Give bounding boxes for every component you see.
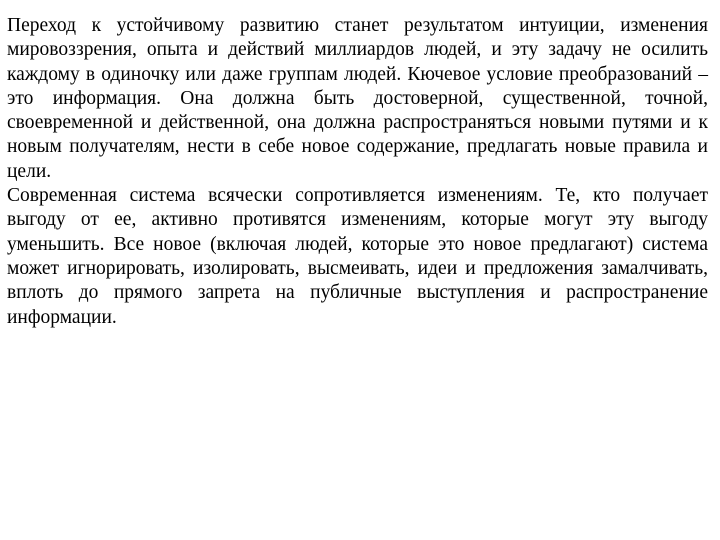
paragraph-system-resistance: Современная система всячески сопротивляется изменениям. Те, кто получает выгоду от ее, активно противятся изменениям, которые могут эту выгоду уменьшить. Все новое (включая людей, которые это новое предлагают) система может игнорировать, изолировать, высмеивать, идеи и предложения замалчивать, вплоть до прямого запрета на публичные выступления и распространение информации. bbox=[7, 185, 708, 328]
body-text bbox=[7, 14, 708, 330]
paragraph-sustainable-development: Переход к устойчивому развитию станет результатом интуиции, изменения мировоззрения, опыта и действий миллиардов людей, и эту задачу не осилить каждому в одиночку или даже группам людей. Кючевое условие преобразований – это информация. Она должна быть достоверной, существенной, точной, своевременной и действенной, она должна распространяться новыми путями и к новым получателям, нести в себе новое содержание, предлагать новые правила и цели. bbox=[7, 15, 708, 182]
